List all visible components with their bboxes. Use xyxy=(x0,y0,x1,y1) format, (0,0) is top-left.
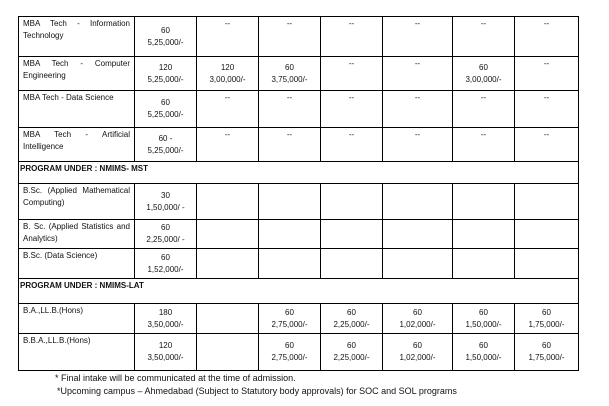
intake-fee-cell xyxy=(259,91,321,128)
intake-value: 60 xyxy=(542,341,551,350)
fee-value: 3,50,000/- xyxy=(147,319,184,329)
intake-value: 60 xyxy=(161,98,170,107)
intake-value: 60 xyxy=(413,341,422,350)
fee-value: 5,25,000/- xyxy=(147,145,184,155)
intake-value: -- xyxy=(286,130,293,139)
intake-value: 30 xyxy=(161,190,170,200)
program-name: B.B.A.,LL.B.(Hons) xyxy=(19,334,135,371)
intake-value: -- xyxy=(480,19,487,28)
intake-fee-cell xyxy=(259,220,321,249)
intake-fee-cell xyxy=(197,184,259,220)
fee-value: 3,75,000/- xyxy=(271,74,308,84)
intake-fee-cell xyxy=(453,57,515,91)
intake-value: -- xyxy=(414,93,421,102)
intake-fee-cell xyxy=(259,184,321,220)
intake-fee-cell xyxy=(453,17,515,57)
intake-fee-cell xyxy=(383,220,453,249)
intake-value: 120 xyxy=(158,341,173,350)
intake-fee-cell xyxy=(321,334,383,371)
fee-value: 2,25,000/- xyxy=(333,353,370,362)
fee-value: 3,00,000/- xyxy=(209,74,246,84)
intake-value: 60 xyxy=(479,62,488,72)
footnote-campus: *Upcoming campus – Ahmedabad (Subject to Statutory body approvals) for SOC and SOL programs xyxy=(57,386,457,396)
intake-fee-cell xyxy=(197,17,259,57)
intake-value: -- xyxy=(543,59,550,68)
section-header: PROGRAM UNDER : NMIMS- MST xyxy=(19,162,579,184)
intake-value: 120 xyxy=(220,62,235,72)
intake-value: 60 xyxy=(542,307,551,317)
intake-fee-cell xyxy=(453,249,515,279)
intake-value: -- xyxy=(414,59,421,68)
intake-fee-cell xyxy=(383,249,453,279)
fee-value: 3,50,000/- xyxy=(147,353,184,362)
intake-value: 180 xyxy=(158,307,173,317)
intake-value: -- xyxy=(480,130,487,139)
fee-value: 1,02,000/- xyxy=(399,353,436,362)
intake-fee-cell xyxy=(321,91,383,128)
intake-fee-cell xyxy=(321,184,383,220)
intake-value: -- xyxy=(348,93,355,102)
table-row xyxy=(19,220,579,249)
intake-fee-cell xyxy=(321,17,383,57)
intake-fee-cell xyxy=(259,304,321,334)
table-row xyxy=(19,91,579,128)
intake-fee-cell xyxy=(197,128,259,162)
intake-fee-cell xyxy=(515,17,579,57)
program-name: MBA Tech - Information Technology xyxy=(19,17,135,57)
intake-value: 60 xyxy=(347,341,356,350)
intake-fee-cell xyxy=(259,128,321,162)
program-name: MBA Tech - Data Science xyxy=(19,91,135,128)
intake-value: -- xyxy=(286,93,293,102)
intake-fee-cell xyxy=(135,57,197,91)
table-row xyxy=(19,304,579,334)
table-row xyxy=(19,249,579,279)
intake-fee-cell xyxy=(135,249,197,279)
intake-value: 60 xyxy=(161,252,170,262)
intake-fee-cell xyxy=(259,57,321,91)
program-name: MBA Tech - Computer Engineering xyxy=(19,57,135,91)
intake-fee-cell xyxy=(321,304,383,334)
intake-value: -- xyxy=(348,19,355,28)
intake-fee-cell xyxy=(321,57,383,91)
intake-fee-cell xyxy=(321,249,383,279)
program-name: B.A.,LL.B.(Hons) xyxy=(19,304,135,334)
intake-fee-cell xyxy=(383,57,453,91)
intake-value: -- xyxy=(286,19,293,28)
intake-fee-cell xyxy=(383,128,453,162)
intake-fee-cell xyxy=(197,249,259,279)
intake-fee-cell xyxy=(135,334,197,371)
intake-fee-cell xyxy=(515,304,579,334)
table-row xyxy=(19,17,579,57)
intake-value: -- xyxy=(348,130,355,139)
intake-fee-cell xyxy=(197,334,259,371)
fee-value: 1,75,000/- xyxy=(528,319,565,329)
intake-value: 60 xyxy=(413,307,422,317)
fee-value: 1,50,000/- xyxy=(465,353,502,362)
fee-value: 1,50,000/- xyxy=(465,319,502,329)
intake-fee-cell xyxy=(515,249,579,279)
intake-fee-cell xyxy=(515,220,579,249)
intake-value: 60 xyxy=(285,307,294,317)
fee-value: 1,02,000/- xyxy=(399,319,436,329)
intake-fee-cell xyxy=(135,184,197,220)
intake-value: 60 xyxy=(347,307,356,317)
fee-value: 1,52,000/- xyxy=(147,264,184,274)
intake-value: -- xyxy=(414,19,421,28)
intake-value: -- xyxy=(224,19,231,28)
fee-value: 3,00,000/- xyxy=(465,74,502,84)
fee-value: 1,75,000/- xyxy=(528,353,565,362)
intake-fee-cell xyxy=(453,128,515,162)
program-name: MBA Tech - Artificial Intelligence xyxy=(19,128,135,162)
intake-value: 60 xyxy=(285,62,294,72)
intake-value: 60 xyxy=(161,25,170,35)
intake-fee-cell xyxy=(197,57,259,91)
intake-value: -- xyxy=(348,59,355,68)
program-name: B.Sc. (Data Science) xyxy=(19,249,135,279)
intake-value: -- xyxy=(480,93,487,102)
intake-value: -- xyxy=(543,130,550,139)
fee-value: 2,25,000/- xyxy=(333,319,370,329)
fee-value: 1,50,000/ - xyxy=(146,202,185,212)
table-row xyxy=(19,334,579,371)
intake-value: 60 xyxy=(161,223,170,232)
table-row xyxy=(19,184,579,220)
intake-fee-cell xyxy=(383,304,453,334)
fee-value: 2,75,000/- xyxy=(271,353,308,362)
intake-value: 60 xyxy=(479,307,488,317)
intake-fee-cell xyxy=(453,184,515,220)
intake-fee-cell xyxy=(515,128,579,162)
intake-value: -- xyxy=(543,93,550,102)
intake-fee-cell xyxy=(453,304,515,334)
intake-value: -- xyxy=(224,130,231,139)
table-row xyxy=(19,57,579,91)
fee-value: 5,25,000/- xyxy=(147,110,184,119)
intake-value: 60 xyxy=(285,341,294,350)
intake-fee-cell xyxy=(515,91,579,128)
intake-value: -- xyxy=(224,93,231,102)
intake-value: -- xyxy=(414,130,421,139)
intake-fee-cell xyxy=(383,91,453,128)
intake-fee-cell xyxy=(197,220,259,249)
intake-value: 60 xyxy=(479,341,488,350)
intake-fee-cell xyxy=(259,249,321,279)
intake-fee-cell xyxy=(383,334,453,371)
intake-fee-cell xyxy=(515,334,579,371)
intake-fee-cell xyxy=(197,91,259,128)
fee-value: 2,75,000/- xyxy=(271,319,308,329)
intake-fee-cell xyxy=(453,91,515,128)
fee-value: 2,25,000/ - xyxy=(146,235,185,244)
intake-fee-cell xyxy=(259,17,321,57)
intake-fee-cell xyxy=(197,304,259,334)
intake-fee-cell xyxy=(321,220,383,249)
intake-fee-cell xyxy=(259,334,321,371)
intake-fee-table xyxy=(18,16,579,371)
intake-fee-cell xyxy=(383,17,453,57)
intake-value: -- xyxy=(543,19,550,28)
program-name: B.Sc. (Applied Mathematical Computing) xyxy=(19,184,135,220)
intake-fee-cell xyxy=(135,91,197,128)
intake-fee-cell xyxy=(515,57,579,91)
intake-fee-cell xyxy=(135,304,197,334)
intake-fee-cell xyxy=(135,17,197,57)
intake-fee-cell xyxy=(515,184,579,220)
intake-fee-cell xyxy=(135,220,197,249)
intake-fee-cell xyxy=(135,128,197,162)
program-name: B. Sc. (Applied Statistics and Analytics) xyxy=(19,220,135,249)
fee-value: 5,25,000/- xyxy=(147,37,184,47)
intake-fee-cell xyxy=(453,334,515,371)
footnote-intake: * Final intake will be communicated at the time of admission. xyxy=(55,373,296,383)
section-header: PROGRAM UNDER : NMIMS-LAT xyxy=(19,279,579,304)
table-row xyxy=(19,128,579,162)
intake-fee-cell xyxy=(383,184,453,220)
intake-value: 120 xyxy=(158,62,173,72)
intake-fee-cell xyxy=(453,220,515,249)
intake-value: 60 - xyxy=(158,133,173,143)
fee-value: 5,25,000/- xyxy=(147,74,184,84)
intake-fee-cell xyxy=(321,128,383,162)
